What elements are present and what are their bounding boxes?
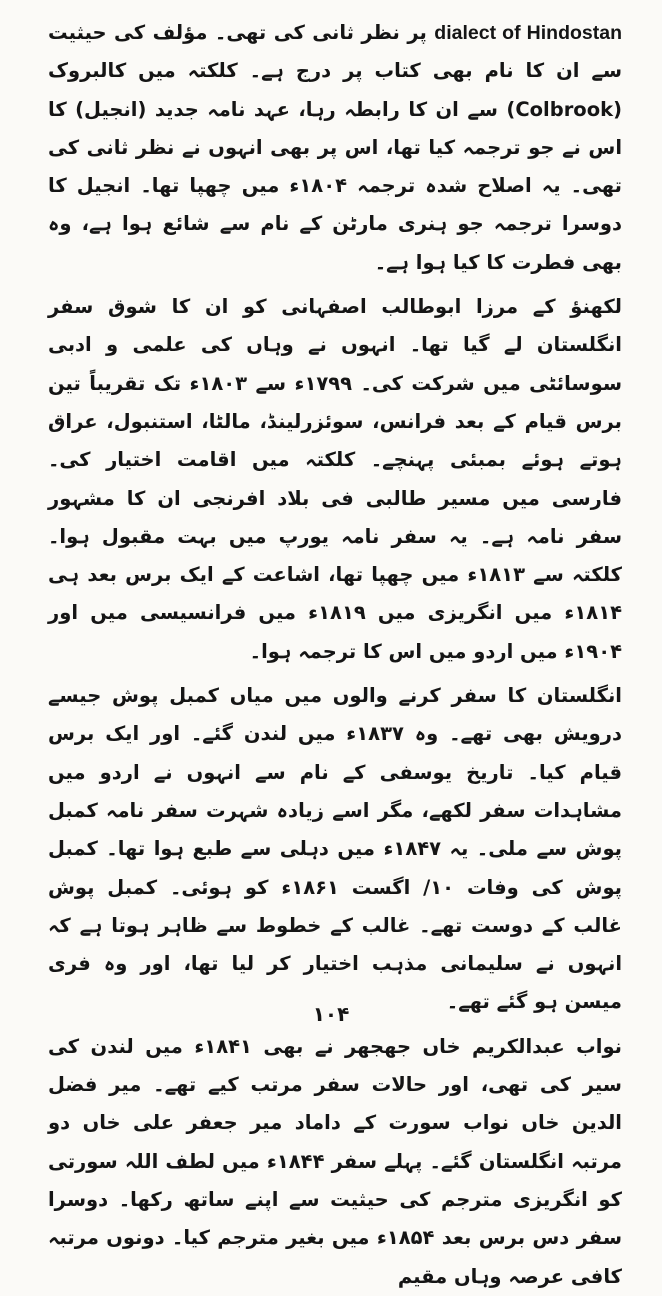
paragraph-text: نواب عبدالکریم خاں جھجھر نے بھی ۱۸۴۱ء میں لندن کی سیر کی تھی، اور حالات سفر مرتب کیے تھے۔ میر فضل الدین خاں نواب سورت کے داماد میر جعفر علی خاں دو مرتبہ انگلستان گئے۔ پہلے سفر ۱۸۴۴ء میں لطف اللہ سورتی کو انگریزی مترجم کی حیثیت سے اپنے ساتھ رکھا۔ دوسرا سفر دس برس بعد ۱۸۵۴ء میں بغیر مترجم کیا۔ دونوں مرتبہ کافی عرصہ وہاں مقیم <box>48 1034 622 1288</box>
paragraph-4 <box>48 1028 622 1296</box>
paragraph-3 <box>48 677 622 1022</box>
paragraph-text: انگلستان کا سفر کرنے والوں میں میاں کمبل پوش جیسے درویش بھی تھے۔ وہ ۱۸۳۷ء میں لندن گئے۔ اور ایک برس قیام کیا۔ تاریخ یوسفی کے نام سے انہوں نے اردو میں مشاہدات سفر لکھے، مگر اسے زیادہ شہرت سفر نامہ کمبل پوش سے ملی۔ یہ ۱۸۴۷ء میں دہلی سے طبع ہوا تھا۔ کمبل پوش کی وفات ۱۰/ اگست ۱۸۶۱ء کو ہوئی۔ کمبل پوش غالب کے دوست تھے۔ غالب کے خطوط سے ظاہر ہوتا ہے کہ انہوں نے سلیمانی مذہب اختیار کر لیا تھا، اور وہ فری میسن ہو گئے تھے۔ <box>48 684 622 1014</box>
body-text <box>48 14 622 1296</box>
paragraph-2 <box>48 288 622 671</box>
english-phrase: dialect of Hindostan <box>434 22 622 44</box>
page-number: ۱۰۴ <box>312 1002 350 1026</box>
paragraph-1 <box>48 14 622 282</box>
paragraph-text: پر نظر ثانی کی تھی۔ مؤلف کی حیثیت سے ان کا نام بھی کتاب پر درج ہے۔ کلکتہ میں کالبروک (Colbrook) سے ان کا رابطہ رہا، عہد نامہ جدید (انجیل) کا اس نے جو ترجمہ کیا تھا، اس پر بھی انہوں نے نظر ثانی کی تھی۔ یہ اصلاح شدہ ترجمہ ۱۸۰۴ء میں چھپا تھا۔ انجیل کا دوسرا ترجمہ جو ہنری مارٹن کے نام سے شائع ہوا ہے، وہ بھی فطرت کا کیا ہوا ہے۔ <box>48 21 622 274</box>
paragraph-text: لکھنؤ کے مرزا ابوطالب اصفہانی کو ان کا شوق سفر انگلستان لے گیا تھا۔ انہوں نے وہاں کی علمی و ادبی سوسائٹی میں شرکت کی۔ ۱۷۹۹ء سے ۱۸۰۳ء تک تقریباً تین برس قیام کے بعد فرانس، سوئزرلینڈ، مالٹا، استنبول، عراق ہوتے ہوئے بمبئی پہنچے۔ کلکتہ میں اقامت اختیار کی۔ فارسی میں مسیر طالبی فی بلاد افرنجی ان کا مشہور سفر نامہ ہے۔ یہ سفر نامہ یورپ میں بہت مقبول ہوا۔ کلکتہ سے ۱۸۱۳ء میں چھپا تھا، اشاعت کے ایک برس بعد ہی ۱۸۱۴ء میں انگریزی میں ۱۸۱۹ء میں فرانسیسی میں اور ۱۹۰۴ء میں اردو میں اس کا ترجمہ ہوا۔ <box>48 295 623 663</box>
